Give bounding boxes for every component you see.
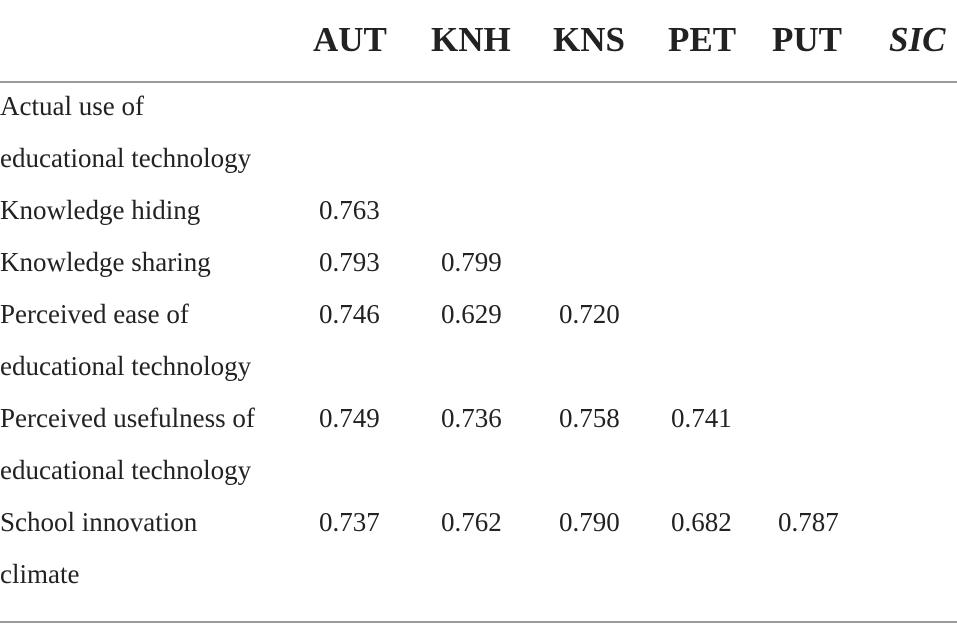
row-label-line: Perceived usefulness of <box>0 403 255 433</box>
row-label-line: Perceived ease of <box>0 299 189 329</box>
row-label-line: climate <box>0 559 80 589</box>
column-header-knh: KNH <box>431 20 511 59</box>
row-label-line: School innovation <box>0 507 198 537</box>
row-label-line: Knowledge hiding <box>0 195 201 225</box>
table-cell: 0.763 <box>319 195 380 225</box>
table-cell: 0.787 <box>778 507 839 537</box>
row-label-line: educational technology <box>0 143 252 173</box>
column-header-pet: PET <box>668 20 737 59</box>
row-label-line: educational technology <box>0 455 252 485</box>
column-header-sic: SIC <box>889 20 946 59</box>
table-cell: 0.758 <box>559 403 620 433</box>
table-cell: 0.682 <box>671 507 732 537</box>
table-cell: 0.749 <box>319 403 380 433</box>
row-label-line: educational technology <box>0 351 252 381</box>
table-cell: 0.793 <box>319 247 380 277</box>
table-cell: 0.737 <box>319 507 380 537</box>
table-cell: 0.790 <box>559 507 620 537</box>
table-cell: 0.736 <box>441 403 502 433</box>
column-header-aut: AUT <box>313 20 387 59</box>
table-cell: 0.720 <box>559 299 620 329</box>
table-cell: 0.629 <box>441 299 502 329</box>
bottom-rule <box>0 621 957 623</box>
row-label-line: Knowledge sharing <box>0 247 211 277</box>
column-header-kns: KNS <box>553 20 625 59</box>
table-cell: 0.746 <box>319 299 380 329</box>
column-header-put: PUT <box>772 20 842 59</box>
table-cell: 0.799 <box>441 247 502 277</box>
table-cell: 0.762 <box>441 507 502 537</box>
row-label-line: Actual use of <box>0 91 144 121</box>
table-cell: 0.741 <box>671 403 732 433</box>
